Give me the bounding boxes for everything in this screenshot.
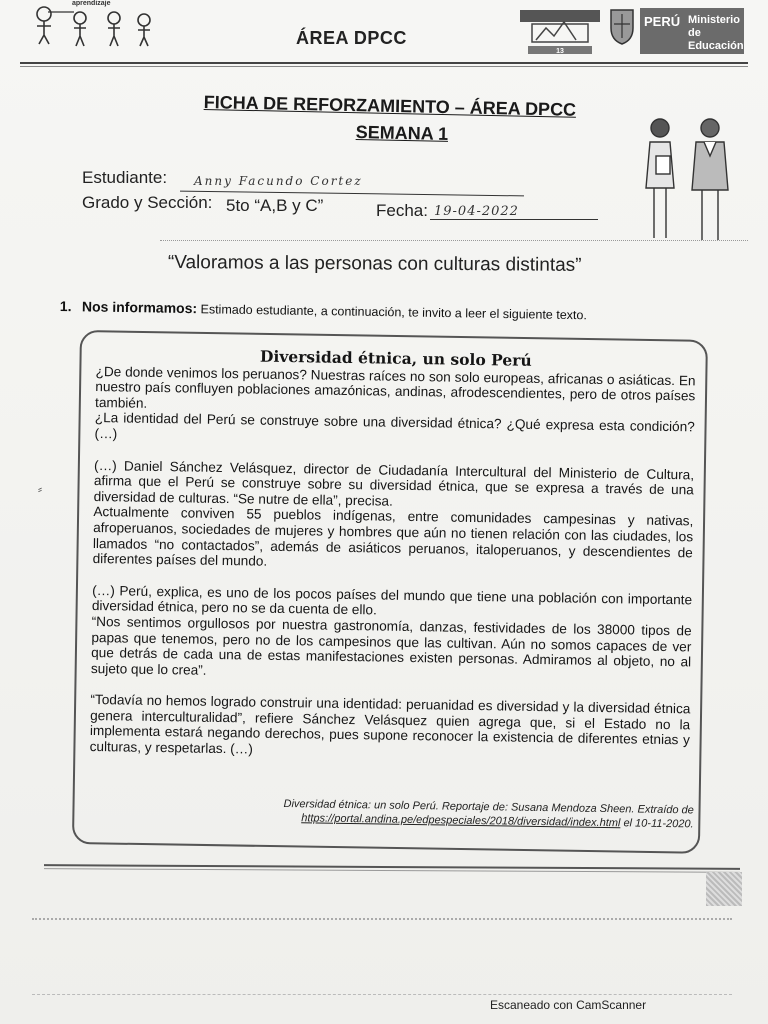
source-citation: Diversidad étnica: un solo Perú. Reportaje de: Susana Mendoza Sheen. Extraído de (283, 797, 694, 817)
area-header-title: ÁREA DPCC (296, 28, 407, 48)
footer-dashed-line (32, 994, 732, 996)
article-paragraph: “Todavía no hemos logrado construir una identidad: peruanidad es diversidad y la diversidad étnica genera interculturalidad”, refiere Sánchez Velásquez quien agrega que, si el Estado no la implementa estará negando derechos, pues supone reconocer la existencia de diferentes etnias y culturas, y respetarlas. (…) (89, 692, 691, 757)
header-divider (20, 62, 748, 64)
peru-label: PERÚ (644, 14, 681, 29)
section-instruction: Estimado estudiante, a continuación, te invito a leer el siguiente texto. (200, 302, 587, 323)
ministry-logo (640, 8, 744, 54)
grade-value: 5to “A,B y C” (226, 196, 324, 215)
article (90, 346, 696, 764)
aprendizaje-label: aprendizaje (72, 0, 111, 7)
section-number: 1. (59, 298, 72, 315)
article-paragraph: ¿De donde venimos los peruanos? Nuestras raíces no son solo europeas, africanas o asiáticas. En nuestro país confluyen poblaciones amazónicas, andinas, afrodescendientes, pero de otros países también. (94, 363, 696, 411)
week-motto: “Valoramos a las personas con culturas distintas” (167, 252, 582, 276)
school-logo-icon (518, 6, 602, 58)
school-number: 13 (556, 48, 564, 55)
ficha-title: FICHA DE REFORZAMIENTO – ÁREA DPCC (203, 92, 577, 120)
date-label: Fecha: (376, 201, 428, 220)
peru-shield-icon (608, 6, 636, 46)
source-link[interactable]: https://portal.andina.pe/edpespeciales/2018/diversidad/index.html (301, 812, 621, 830)
ministry-label: Ministerio de Educación (688, 14, 744, 52)
camscanner-watermark: Escaneado con CamScanner (490, 998, 647, 1012)
quote-separator (160, 240, 748, 242)
ficha-week: SEMANA 1 (355, 122, 449, 144)
students-illustration-icon (636, 112, 746, 244)
article-paragraph: (…) Daniel Sánchez Velásquez, director de Ciudadanía Intercultural del Ministerio de Cultura, afirma que el Perú se construye sobre su diversidad étnica, que se expresa a través de una diversidad de culturas. “Se nutre de ella”, precisa. (93, 457, 695, 509)
date-handwritten: 19-04-2022 (434, 204, 519, 219)
article-paragraph: “Nos sentimos orgullosos por nuestra gastronomía, danzas, festividades de los 38000 tipos de papas que tenemos, pero no de los campesinos que las cultivan. Aún no somos capaces de ver que detrás de cada una de estas manifestaciones existen personas. Admiramos al objeto, no al sujeto que lo crea”. (90, 613, 692, 678)
student-label: Estudiante: (82, 168, 168, 187)
article-paragraph: ¿La identidad del Perú se construye sobre una diversidad étnica? ¿Qué expresa esta condición? (…) (94, 410, 695, 442)
margin-mark-icon: ⸗ (38, 482, 42, 496)
article-paragraph: Actualmente conviven 55 pueblos indígenas, entre comunidades campesinas y nativas, afroperuanos, sociedades de mujeres y hombres que aún no tienen relación con las ciudades, los llamados “no contactados”, además de asiáticos peruanos, italoperuanos, y descendientes de diferentes países del mundo. (92, 504, 694, 569)
header-divider-thin (20, 66, 748, 67)
grade-label: Grado y Sección: (82, 193, 213, 212)
scan-artifact-square (706, 872, 742, 906)
section-heading: Nos informamos: (81, 298, 198, 317)
article-title: Diversidad étnica, un solo Perú (259, 346, 532, 370)
date-underline (430, 219, 598, 220)
source-date: el 10-11-2020. (620, 817, 694, 831)
article-paragraph: (…) Perú, explica, es uno de los pocos países del mundo que tiene una población con importante diversidad étnica, pero no se da cuenta de ello. (91, 582, 693, 618)
student-name-handwritten: Anny Facundo Cortez (194, 174, 363, 188)
footer-dotted-line (32, 918, 732, 921)
children-illustration-icon (28, 0, 158, 50)
